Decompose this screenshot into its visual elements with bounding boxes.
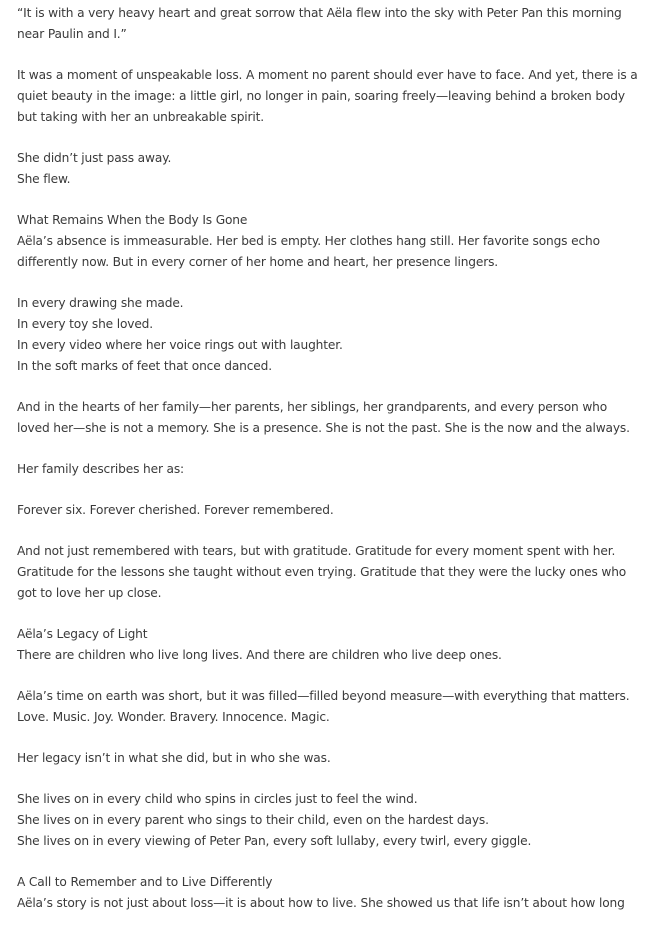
paragraph [17, 65, 657, 128]
paragraph-line: She flew. [17, 172, 71, 186]
paragraph-line: And in the hearts of her family—her parents, her siblings, her grandparents, and every person who [17, 400, 608, 414]
paragraph-line: Aëla’s time on earth was short, but it was filled—filled beyond measure—with everything that matters. [17, 689, 630, 703]
paragraph-line: loved her—she is not a memory. She is a presence. She is not the past. She is the now and the always. [17, 421, 630, 435]
paragraph-line: got to love her up close. [17, 586, 162, 600]
paragraph-line: but taking with her an unbreakable spirit. [17, 110, 264, 124]
paragraph-line: In every toy she loved. [17, 317, 153, 331]
section-heading: A Call to Remember and to Live Differently [17, 875, 273, 889]
paragraph-line: Love. Music. Joy. Wonder. Bravery. Innocence. Magic. [17, 710, 330, 724]
paragraph-line: Aëla’s story is not just about loss—it is about how to live. She showed us that life isn’t about how long [17, 896, 625, 910]
paragraph-line: quiet beauty in the image: a little girl, no longer in pain, soaring freely—leaving behind a broken body [17, 89, 625, 103]
paragraph-line: Gratitude for the lessons she taught without even trying. Gratitude that they were the lucky ones who [17, 565, 627, 579]
paragraph-line: In the soft marks of feet that once danced. [17, 359, 272, 373]
paragraph [17, 624, 657, 666]
paragraph-line: Her legacy isn’t in what she did, but in who she was. [17, 751, 331, 765]
paragraph [17, 459, 657, 480]
paragraph [17, 748, 657, 769]
paragraph-line: She lives on in every child who spins in circles just to feel the wind. [17, 792, 418, 806]
paragraph [17, 210, 657, 273]
paragraph-line: In every drawing she made. [17, 296, 184, 310]
paragraph-line: It was a moment of unspeakable loss. A moment no parent should ever have to face. And yet, there is a [17, 68, 638, 82]
paragraph-line: In every video where her voice rings out with laughter. [17, 338, 343, 352]
paragraph-line: Forever six. Forever cherished. Forever remembered. [17, 503, 334, 517]
paragraph-line: She didn’t just pass away. [17, 151, 172, 165]
paragraph-line: near Paulin and I.” [17, 27, 127, 41]
paragraph-line: “It is with a very heavy heart and great sorrow that Aëla flew into the sky with Peter Pan this morning [17, 6, 622, 20]
section-heading: What Remains When the Body Is Gone [17, 213, 248, 227]
paragraph [17, 872, 657, 914]
section-heading: Aëla’s Legacy of Light [17, 627, 148, 641]
paragraph [17, 3, 657, 45]
paragraph-line: She lives on in every parent who sings to their child, even on the hardest days. [17, 813, 489, 827]
paragraph [17, 541, 657, 604]
paragraph-line: And not just remembered with tears, but with gratitude. Gratitude for every moment spent with her. [17, 544, 616, 558]
paragraph [17, 397, 657, 439]
paragraph-line: differently now. But in every corner of her home and heart, her presence lingers. [17, 255, 499, 269]
paragraph-line: There are children who live long lives. And there are children who live deep ones. [17, 648, 502, 662]
paragraph [17, 789, 657, 852]
paragraph-line: She lives on in every viewing of Peter Pan, every soft lullaby, every twirl, every giggle. [17, 834, 532, 848]
paragraph [17, 500, 657, 521]
paragraph [17, 148, 657, 190]
paragraph-line: Her family describes her as: [17, 462, 185, 476]
paragraph [17, 293, 657, 377]
paragraph [17, 686, 657, 728]
article-body [17, 3, 657, 934]
paragraph-line: Aëla’s absence is immeasurable. Her bed is empty. Her clothes hang still. Her favorite songs echo [17, 234, 600, 248]
